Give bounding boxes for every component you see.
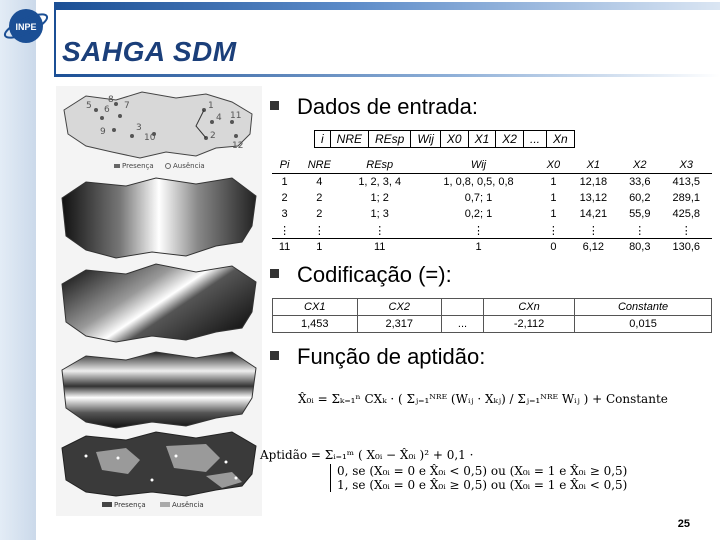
table-cell: 289,1 [672, 192, 701, 204]
table-cell: 1 [281, 176, 288, 188]
table-cell: 6,12 [568, 239, 619, 256]
table-cell: ⋮ [473, 224, 485, 237]
table-cell: 4 [316, 176, 323, 188]
point-label: 2 [210, 131, 216, 141]
table-cell: 1, 0,8, 0,5, 0,8 [443, 176, 514, 188]
content-area [258, 82, 716, 512]
inpe-logo-icon [2, 2, 54, 46]
point-label: 1 [208, 101, 214, 111]
table-cell: 0 [539, 239, 567, 256]
map-panel-gradient-1 [62, 178, 256, 258]
table-cell: ⋮ [374, 224, 386, 237]
point-label: 4 [216, 113, 222, 123]
bullet-square-icon [270, 351, 279, 360]
table-cell: 0,2; 1 [464, 208, 493, 220]
input-data-table [272, 157, 712, 255]
point-label: 11 [230, 111, 242, 121]
table-cell: ⋮ [680, 224, 692, 237]
table-cell: ⋮ [547, 224, 559, 237]
column-header: Pi [272, 157, 297, 174]
map-panel-gradient-2 [62, 264, 256, 342]
coef-header [442, 299, 484, 316]
bullet-square-icon [270, 101, 279, 110]
coef-value: -2,112 [484, 316, 575, 333]
page-number: 25 [677, 518, 690, 530]
table-cell: 130,6 [661, 239, 713, 256]
bullet-text: Dados de entrada: [297, 94, 479, 119]
left-sidebar-band [0, 0, 36, 540]
table-cell: 1 [550, 208, 557, 220]
column-header: X0 [539, 157, 567, 174]
table-cell: ⋮ [279, 224, 291, 237]
column-header: Wij [418, 157, 539, 174]
point-label: 8 [108, 95, 114, 105]
bullet-text: Codificação (=): [297, 262, 452, 287]
column-header: X2 [619, 157, 660, 174]
coef-value: 1,453 [273, 316, 358, 333]
header-cell: i [315, 131, 331, 148]
table-cell: 0,7; 1 [464, 192, 493, 204]
header-cell: Xn [547, 131, 575, 148]
coef-value: 2,317 [357, 316, 442, 333]
header-cell: NRE [330, 131, 368, 148]
header-cell: REsp [369, 131, 411, 148]
point-label: 6 [104, 105, 110, 115]
table-cell: 11 [272, 239, 297, 256]
table-row [272, 239, 712, 256]
table-cell: 425,8 [672, 208, 701, 220]
point-label: 10 [144, 133, 156, 143]
legend-absence-top: Ausência [173, 162, 205, 170]
legend-absence-bottom: Ausência [172, 501, 204, 509]
table-row [272, 222, 712, 239]
table-cell: 13,12 [579, 192, 608, 204]
table-cell: ⋮ [634, 224, 646, 237]
table-cell: 1 [297, 239, 341, 256]
fitness-label: Aptidão = [260, 448, 321, 462]
table-cell: 60,2 [629, 192, 651, 204]
coef-value: ... [442, 316, 484, 333]
coef-header: Constante [575, 299, 712, 316]
table-cell: 1 [418, 239, 539, 256]
table-cell: 3 [281, 208, 288, 220]
column-header: X1 [568, 157, 619, 174]
map-panel-points [64, 92, 252, 170]
table-cell: 1, 2, 3, 4 [358, 176, 402, 188]
title-rule [54, 10, 56, 74]
table-row [272, 190, 712, 206]
legend-presence-bottom: Presença [114, 501, 146, 509]
table-cell: 2 [316, 208, 323, 220]
bullet-coding [270, 262, 452, 288]
table-cell: 1 [550, 176, 557, 188]
table-cell: ⋮ [587, 224, 599, 237]
point-label: 3 [136, 123, 142, 133]
table-cell: 11 [342, 239, 418, 256]
table-cell: 14,21 [579, 208, 608, 220]
header-cell: X2 [496, 131, 524, 148]
logo-text: INPE [15, 22, 37, 32]
column-header: REsp [342, 157, 418, 174]
header-cell: Wij [411, 131, 441, 148]
title-underline [54, 74, 720, 77]
point-label: 9 [100, 127, 106, 137]
coding-table [272, 298, 712, 333]
bullet-fitness [270, 344, 485, 370]
table-cell: 80,3 [619, 239, 660, 256]
table-row [272, 174, 712, 191]
fitness-case-zero: 0, se (X₀ᵢ = 0 e X̂₀ᵢ < 0,5) ou (X₀ᵢ = 1 e X̂₀ᵢ ≥ 0,5) [337, 464, 628, 478]
column-header: X3 [661, 157, 713, 174]
fitness-sum: Σᵢ₌₁ᵐ ( X₀ᵢ − X̂₀ᵢ )² + 0,1 · [324, 448, 474, 462]
coef-header: CXn [484, 299, 575, 316]
fitness-case-one: 1, se (X₀ᵢ = 0 e X̂₀ᵢ ≥ 0,5) ou (X₀ᵢ = 1 e X̂₀ᵢ < 0,5) [337, 478, 628, 492]
table-cell: 2 [281, 192, 288, 204]
point-label: 7 [124, 101, 130, 111]
table-cell: 1; 2 [370, 192, 389, 204]
bullet-text: Função de aptidão: [297, 344, 486, 369]
column-header: NRE [297, 157, 341, 174]
table-cell: 33,6 [629, 176, 651, 188]
point-label: 5 [86, 101, 92, 111]
table-cell: ⋮ [313, 224, 325, 237]
coef-value: 0,015 [575, 316, 712, 333]
table-row [272, 206, 712, 222]
table-cell: 1 [550, 192, 557, 204]
header-cell: X0 [440, 131, 468, 148]
table-cell: 55,9 [629, 208, 651, 220]
header-cell: X1 [468, 131, 496, 148]
point-label: 12 [232, 141, 244, 151]
map-panel-classified [62, 432, 256, 509]
fitness-formula [260, 448, 716, 492]
map-panel-gradient-3 [62, 352, 256, 428]
coef-header: CX1 [273, 299, 358, 316]
table-cell: 2 [316, 192, 323, 204]
input-structure-header [314, 130, 575, 148]
estimate-formula: X̂₀ᵢ = Σₖ₌₁ⁿ CXₖ · ( Σⱼ₌₁ᴺᴿᴱ (Wᵢⱼ · Xₖⱼ) / Σⱼ₌₁ᴺᴿᴱ Wᵢⱼ ) + Constante [298, 392, 668, 406]
table-cell: 12,18 [579, 176, 608, 188]
bullet-input-data [270, 94, 478, 120]
coef-header: CX2 [357, 299, 442, 316]
maps-figure [56, 86, 262, 516]
legend-presence-top: Presença [122, 162, 154, 170]
bullet-square-icon [270, 269, 279, 278]
top-accent-band [54, 2, 720, 10]
table-cell: 1; 3 [370, 208, 389, 220]
page-title: SAHGA SDM [62, 36, 237, 67]
header-cell: ... [523, 131, 546, 148]
table-cell: 413,5 [672, 176, 701, 188]
